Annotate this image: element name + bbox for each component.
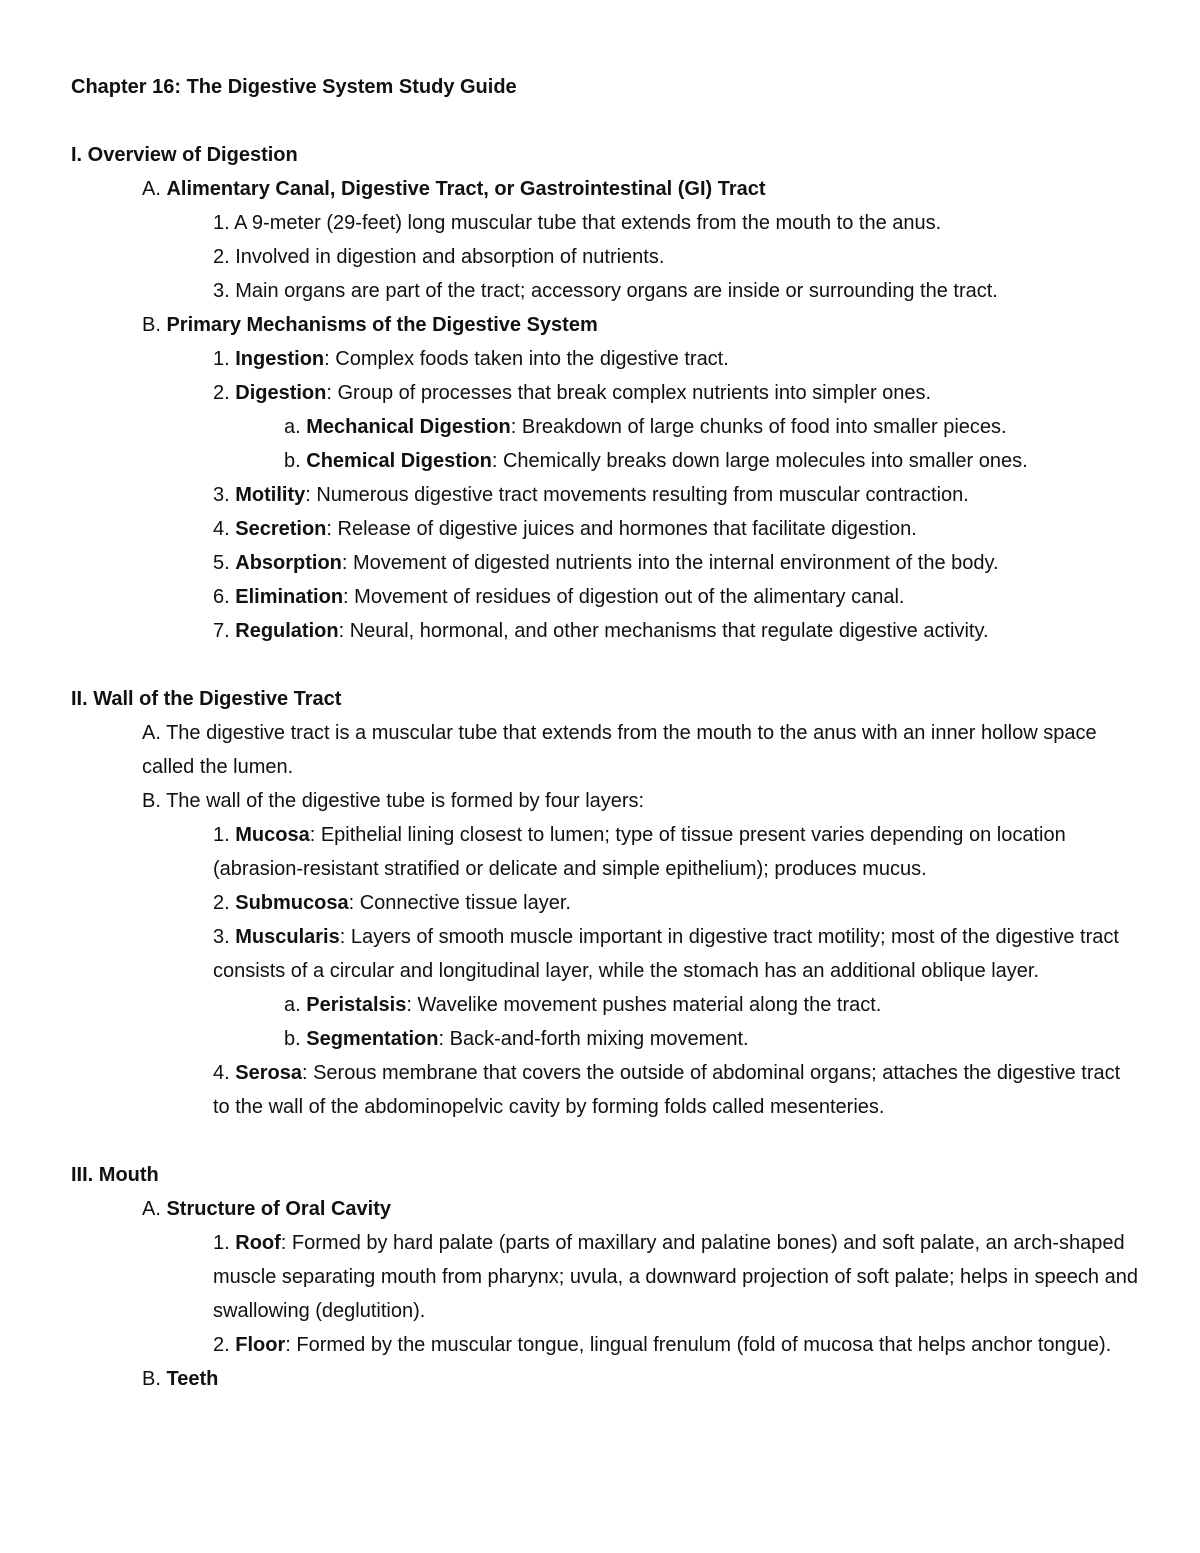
subsection-digestive-tract-lumen: A. The digestive tract is a muscular tube that extends from the mouth to the anus with an inner hollow space called the lumen. [142,722,1097,778]
subsection-oral-cavity: A. Structure of Oral Cavity [142,1198,391,1220]
list-item-regulation: 7. Regulation: Neural, hormonal, and other mechanisms that regulate digestive activity. [213,620,989,642]
subsection-primary-mechanisms: B. Primary Mechanisms of the Digestive System [142,314,598,336]
list-item-digestion: 2. Digestion: Group of processes that break complex nutrients into simpler ones. [213,382,932,404]
list-item-mucosa: 1. Mucosa: Epithelial lining closest to lumen; type of tissue present varies depending on location (abrasion-resistant stratified or delicate and simple epithelium); produces mucus. [213,824,1066,880]
list-item-chemical-digestion: b. Chemical Digestion: Chemically breaks down large molecules into smaller ones. [284,450,1028,472]
list-item-absorption: 5. Absorption: Movement of digested nutrients into the internal environment of the body. [213,552,999,574]
list-item-ingestion: 1. Ingestion: Complex foods taken into the digestive tract. [213,348,729,370]
list-item-submucosa: 2. Submucosa: Connective tissue layer. [213,892,571,914]
section-heading-mouth: III. Mouth [71,1164,159,1186]
list-item-serosa: 4. Serosa: Serous membrane that covers the outside of abdominal organs; attaches the digestive tract to the wall of the abdominopelvic cavity by forming folds called mesenteries. [213,1062,1121,1118]
subsection-four-layers: B. The wall of the digestive tube is formed by four layers: [142,790,645,812]
section-heading-wall: II. Wall of the Digestive Tract [71,688,342,710]
list-item-mechanical-digestion: a. Mechanical Digestion: Breakdown of large chunks of food into smaller pieces. [284,416,1007,438]
section-heading-overview: I. Overview of Digestion [71,144,298,166]
list-item-motility: 3. Motility: Numerous digestive tract movements resulting from muscular contraction. [213,484,969,506]
list-item-muscularis: 3. Muscularis: Layers of smooth muscle important in digestive tract motility; most of the digestive tract consists of a circular and longitudinal layer, while the stomach has an additional oblique layer. [213,926,1119,982]
subsection-teeth: B. Teeth [142,1368,219,1390]
list-item-peristalsis: a. Peristalsis: Wavelike movement pushes material along the tract. [284,994,882,1016]
list-item: 1. A 9-meter (29-feet) long muscular tube that extends from the mouth to the anus. [213,212,942,234]
list-item-segmentation: b. Segmentation: Back-and-forth mixing movement. [284,1028,749,1050]
list-item: 3. Main organs are part of the tract; accessory organs are inside or surrounding the tract. [213,280,998,302]
subsection-alimentary-canal: A. Alimentary Canal, Digestive Tract, or Gastrointestinal (GI) Tract [142,178,766,200]
list-item-roof: 1. Roof: Formed by hard palate (parts of maxillary and palatine bones) and soft palate, an arch-shaped muscle separating mouth from pharynx; uvula, a downward projection of soft palate; helps in speech and swallowing (deglutition). [213,1232,1138,1322]
list-item-floor: 2. Floor: Formed by the muscular tongue, lingual frenulum (fold of mucosa that helps anchor tongue). [213,1334,1112,1356]
list-item: 2. Involved in digestion and absorption of nutrients. [213,246,665,268]
study-guide [71,70,1141,1396]
document-title: Chapter 16: The Digestive System Study Guide [71,76,517,98]
list-item-elimination: 6. Elimination: Movement of residues of digestion out of the alimentary canal. [213,586,905,608]
list-item-secretion: 4. Secretion: Release of digestive juices and hormones that facilitate digestion. [213,518,917,540]
